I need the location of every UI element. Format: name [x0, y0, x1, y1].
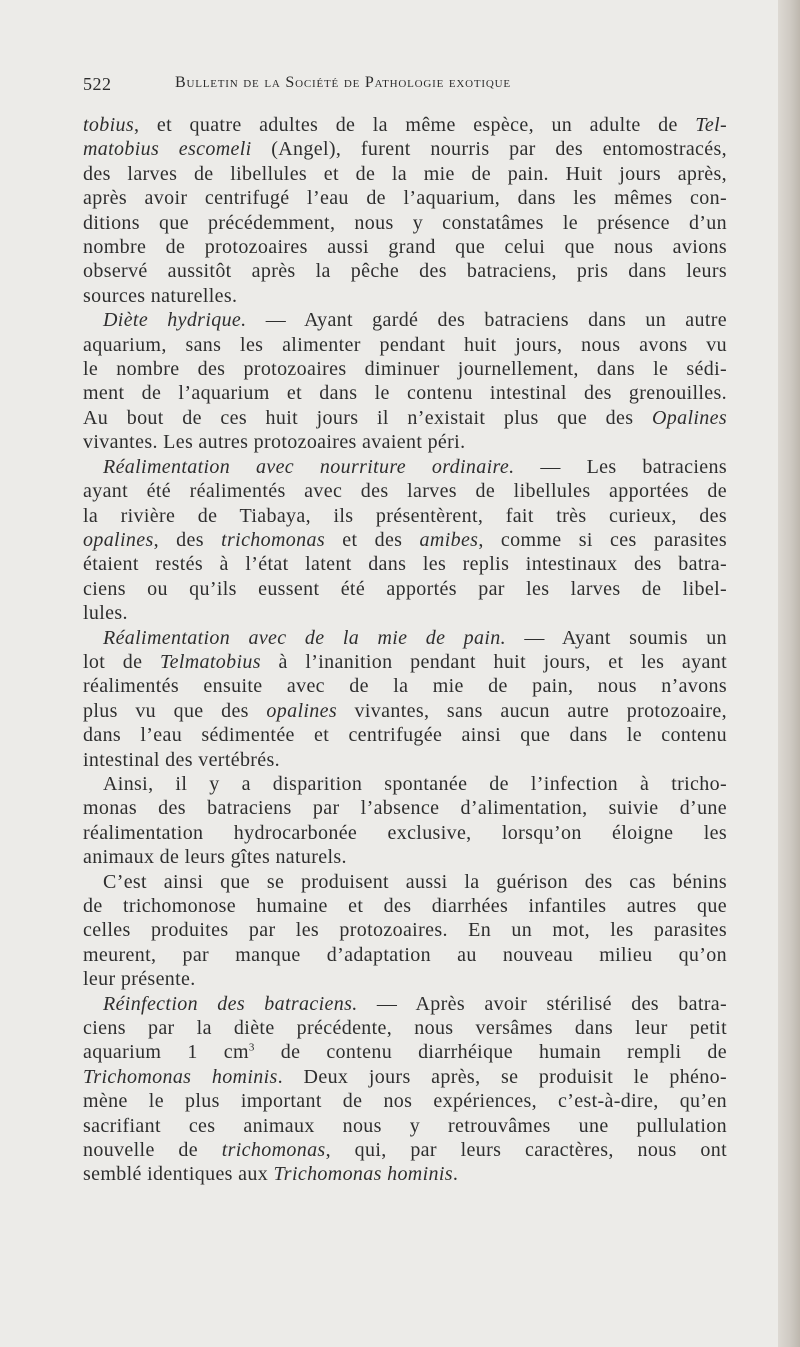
italic-text: trichomonas: [221, 1139, 326, 1162]
text-line: vivantes. Les autres protozoaires avaient péri.: [83, 431, 466, 454]
text-run: lot de: [83, 650, 160, 673]
text-line: ayant été réalimentés avec des larves de libellules apportées de: [83, 480, 727, 503]
text-run: — Après avoir stérilisé des batra-: [357, 992, 727, 1015]
paragraph: [83, 626, 727, 748]
text-line: réalimentation hydrocarbonée exclusive, lorsqu’on éloigne les: [83, 821, 727, 844]
text-line: la rivière de Tiabaya, ils présentèrent, fait très curieux, des: [83, 504, 727, 527]
paragraph: [83, 870, 727, 968]
text-run: (Angel), furent nourris par des entomostracés,: [251, 138, 727, 161]
page-number: 522: [83, 74, 112, 94]
italic-text: Opalines: [651, 406, 727, 429]
text-run: et des: [324, 528, 420, 551]
text-run: aquarium: [83, 1041, 188, 1064]
text-run: — Ayant gardé des batraciens dans un autre: [246, 309, 727, 332]
text-line: des larves de libellules et de la mie de pain. Huit jours après,: [83, 162, 727, 185]
text-line: aquarium, sans les alimenter pendant huit jours, nous avons vu: [83, 333, 727, 356]
text-run: , comme si ces parasites: [478, 528, 727, 551]
section-heading: Réalimentation avec nourriture ordinaire.: [103, 455, 515, 478]
italic-text: opalines: [83, 528, 154, 551]
text-line: Ainsi, il y a disparition spontanée de l’infection à tricho-: [103, 772, 727, 795]
italic-text: Trichomonas hominis: [83, 1065, 278, 1088]
paragraph: [83, 113, 727, 284]
text-run: , qui, par leurs caractères, nous ont: [325, 1139, 727, 1162]
text-run: Au bout de ces huit jours il n’existait plus que des: [83, 406, 652, 429]
text-line: ciens par la diète précédente, nous versâmes dans leur petit: [83, 1017, 727, 1040]
text-run: de contenu diarrhéique humain rempli de: [254, 1041, 728, 1064]
text-run: , des: [153, 528, 222, 551]
italic-text: trichomonas: [221, 528, 325, 551]
section-heading: Diète hydrique.: [103, 309, 247, 332]
paragraph: [83, 992, 727, 1163]
text-run: .: [452, 1163, 459, 1186]
section-heading: Réalimentation avec de la mie de pain.: [103, 626, 506, 649]
text-line: réalimentés ensuite avec de la mie de pain, nous n’avons: [83, 675, 727, 698]
text-run: à l’inanition pendant huit jours, et les ayant: [260, 650, 727, 673]
paragraph-end: [83, 430, 727, 454]
text-line: ditions que précédemment, nous y constatâmes le présence d’un: [83, 211, 727, 234]
paragraph: [83, 455, 727, 601]
text-line: leur présente.: [83, 968, 196, 991]
text-line: ciens ou qu’ils eussent été apportés par les larves de libel-: [83, 577, 727, 600]
paragraph: [83, 772, 727, 845]
paragraph-end: [83, 1162, 727, 1186]
italic-text: amibes: [419, 528, 479, 551]
text-line: sacrifiant ces animaux nous y retrouvâmes une pullulation: [83, 1114, 727, 1137]
italic-text: Telmatobius: [159, 650, 261, 673]
text-line: C’est ainsi que se produisent aussi la guérison des cas bénins: [103, 870, 727, 893]
page-header: [83, 74, 723, 98]
italic-text: opalines: [266, 699, 337, 722]
text-run: 1: [187, 1041, 198, 1064]
text-line: celles produites par les protozoaires. En un mot, les parasites: [83, 919, 727, 942]
text-run: vivantes, sans aucun autre protozoaire,: [336, 699, 727, 722]
text-line: le nombre des protozoaires diminuer journellement, dans le sédi-: [83, 358, 727, 381]
italic-text: Trichomonas hominis: [273, 1163, 453, 1186]
paragraph: [83, 308, 727, 430]
superscript: 3: [248, 1041, 255, 1054]
italic-text: Tel-: [695, 114, 727, 136]
paragraph-end: [83, 967, 727, 991]
text-run: . Deux jours après, se produisit le phéno-: [277, 1065, 727, 1088]
paragraph-end: [83, 284, 727, 308]
text-line: dans l’eau sédimentée et centrifugée ainsi que dans le contenu: [83, 724, 727, 747]
text-line: après avoir centrifugé l’eau de l’aquarium, dans les mêmes con-: [83, 187, 727, 210]
text-line: mène le plus important de nos expériences, c’est-à-dire, qu’en: [83, 1090, 727, 1113]
text-run: — Les batraciens: [514, 455, 727, 478]
text-run: — Ayant soumis un: [506, 626, 727, 649]
text-run: semblé identiques aux: [83, 1163, 274, 1186]
text-line: sources naturelles.: [83, 284, 238, 307]
text-line: animaux de leurs gîtes naturels.: [83, 846, 347, 869]
text-run: plus vu que des: [83, 699, 267, 722]
text-line: meurent, par manque d’adaptation au nouveau milieu qu’on: [83, 943, 727, 966]
text-line: nombre de protozoaires aussi grand que celui que nous avions: [83, 236, 727, 259]
text-line: observé aussitôt après la pêche des batraciens, pris dans leurs: [83, 260, 727, 283]
text-run: , et quatre adultes de la même espèce, un adulte de: [134, 114, 696, 136]
page-edge-shadow: [778, 0, 800, 1347]
text-line: ment de l’aquarium et dans le contenu intestinal des grenouilles.: [83, 382, 727, 405]
text-line: monas des batraciens par l’absence d’alimentation, suivie d’une: [83, 797, 727, 820]
text-run: cm: [197, 1041, 249, 1064]
text-line: de trichomonose humaine et des diarrhées infantiles autres que: [83, 895, 727, 917]
body-text: [83, 113, 727, 1187]
section-heading: Réinfection des batraciens.: [103, 992, 358, 1015]
italic-text: matobius escomeli: [83, 138, 252, 161]
text-line: étaient restés à l’état latent dans les replis intestinaux des batra-: [83, 553, 727, 576]
running-head: Bulletin de la Société de Pathologie exotique: [175, 74, 511, 91]
text-line: lules.: [83, 602, 128, 625]
italic-text: tobius: [83, 114, 134, 136]
text-run: nouvelle de: [83, 1139, 222, 1162]
paragraph-end: [83, 845, 727, 869]
paragraph-end: [83, 601, 727, 625]
paragraph-end: [83, 748, 727, 772]
text-line: intestinal des vertébrés.: [83, 748, 281, 771]
